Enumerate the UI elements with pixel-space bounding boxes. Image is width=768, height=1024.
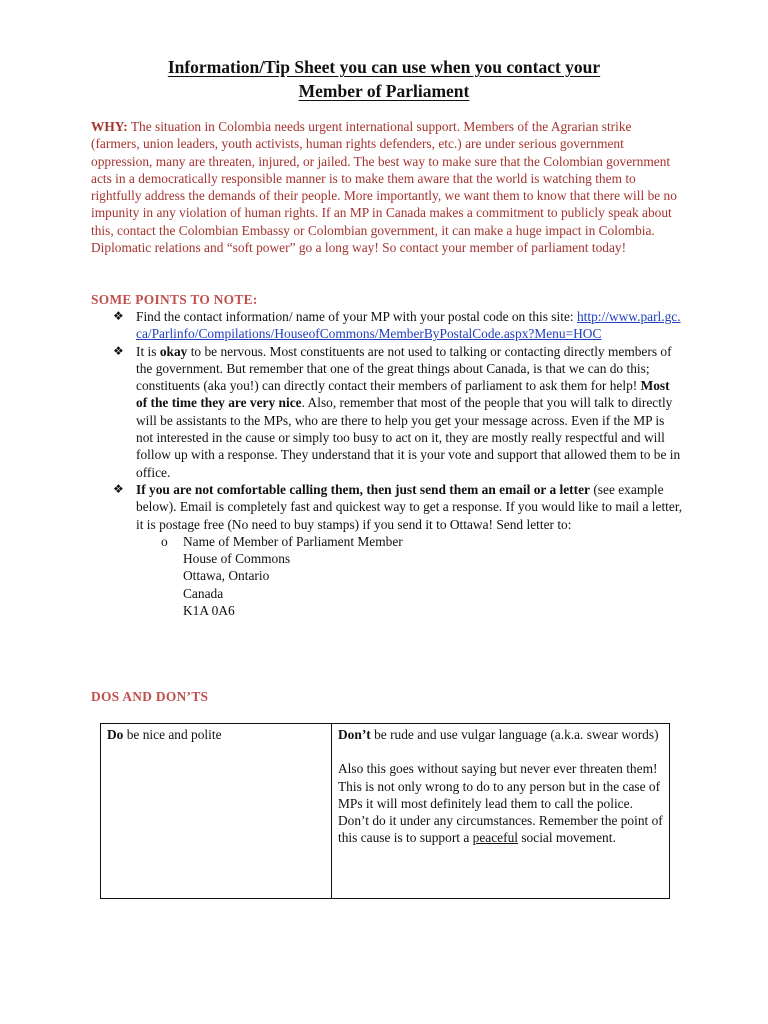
do-text: be nice and polite (123, 727, 222, 742)
address-line: House of Commons (183, 551, 291, 567)
peaceful-word: peaceful (472, 830, 518, 846)
diamond-bullet-icon: ❖ (113, 343, 124, 358)
dont-cell (332, 724, 670, 899)
why-text: The situation in Colombia needs urgent international support. Members of the Agrarian strike (farmers, union leaders, youth activists, human rights defenders, etc.) are under serious government oppression, many are threaten, injured, or jailed. The best way to make sure that the Colombian government acts in a democratically responsible manner is to make them aware that the world is watching them to rightfully address the demands of their people. More importantly, we want them to know that there will be no impunity in any violation of human rights. If an MP in Canada makes a commitment to publicly speak about this, contact the Colombian Embassy or Colombian government, it can make a huge impact in Colombia. Diplomatic relations and “soft power” go a long way! So contact your member of parliament today! (91, 119, 677, 256)
title-line-2: Member of Parliament (298, 81, 470, 101)
item3-text: (see example below). Email is completely fast and quickest way to get a response. If you would like to mail a letter, it is postage free (No need to buy stamps) if you send it to Ottawa! Send letter to: (136, 481, 683, 532)
dos-donts-heading: DOS AND DON’TS (91, 689, 209, 704)
diamond-bullet-icon: ❖ (113, 309, 124, 323)
mp-lookup-link[interactable]: http://www.parl.gc.ca/Parlinfo/Compilations/HouseofCommons/MemberByPostalCode.aspx?Menu=HOC (136, 309, 681, 342)
table-row (101, 724, 670, 899)
dont-text: be rude and use vulgar language (a.k.a. swear words) (370, 727, 659, 742)
list-item (113, 343, 683, 481)
item2-okay: okay (159, 343, 188, 359)
list-item (113, 481, 683, 619)
dont-warning-paragraph (338, 760, 663, 846)
para2-pre: Also this goes without saying but never ever threaten them! This is not only wrong to do to any person but in the case of MPs it will most definitely lead them to call the police. Don’t do it under any circumstances. Remember the point of this cause is to support a (338, 761, 663, 846)
address-line: Ottawa, Ontario (183, 568, 270, 584)
dont-label: Don’t (338, 727, 371, 742)
why-paragraph (91, 118, 681, 256)
address-line: K1A 0A6 (183, 603, 235, 619)
address-line: Canada (183, 585, 224, 601)
para2-post: social movement. (518, 830, 616, 846)
why-label: WHY: (91, 119, 128, 134)
points-heading: SOME POINTS TO NOTE: (91, 292, 258, 307)
item1-text: Find the contact information/ name of your MP with your postal code on this site: (136, 309, 577, 324)
diamond-bullet-icon: ❖ (113, 481, 124, 496)
title-line-1: Information/Tip Sheet you can use when you contact your (167, 57, 601, 77)
mailing-address (136, 533, 683, 619)
item2-pre: It is (136, 343, 160, 359)
do-label: Do (107, 727, 124, 742)
page-title (0, 55, 768, 103)
points-list (113, 308, 683, 619)
list-item (113, 308, 683, 343)
item3-bold: If you are not comfortable calling them, then just send them an email or a letter (136, 481, 590, 497)
item2-post: . Also, remember that most of the people that you will talk to directly will be assistants to the MPs, who are there to help you get your message across. Even if the MP is not interested in the cause or simply too busy to act on it, they are mostly really respectful and will follow up with a response. They understand that it is your vote and support that allowed them to be in office. (136, 395, 681, 480)
circle-bullet-icon: o (161, 533, 168, 549)
dont-paragraph (338, 726, 663, 743)
dos-donts-table (100, 723, 670, 899)
item2-mid: to be nervous. Most constituents are not used to talking or contacting directly members of the government. But remember that one of the great things about Canada, is that we can do this; constituents (aka you!) can directly contact their members of parliament to ask them for help! (136, 343, 672, 394)
do-cell (101, 724, 332, 899)
address-line: Name of Member of Parliament Member (183, 533, 403, 549)
item2-bold: Most of the time they are very nice (136, 378, 670, 411)
